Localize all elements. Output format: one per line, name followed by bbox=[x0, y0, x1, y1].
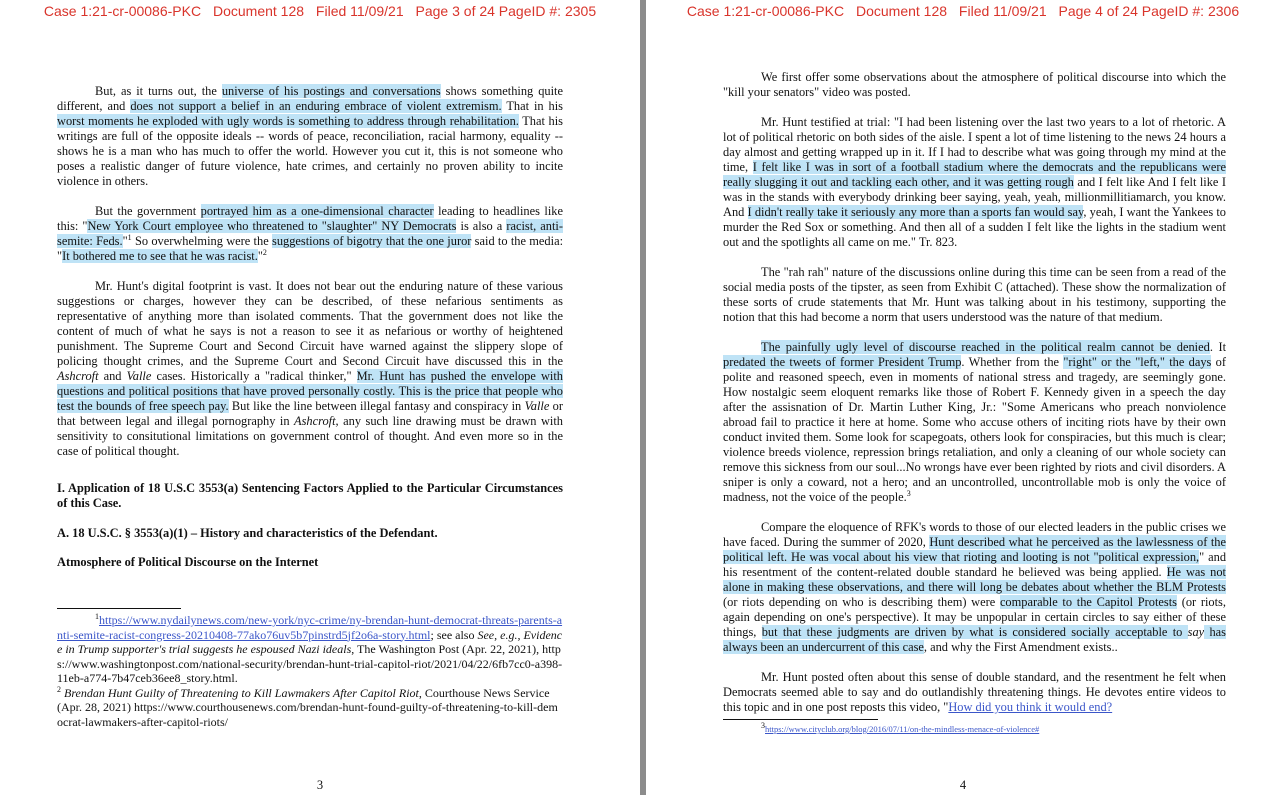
filed-date: Filed 11/09/21 bbox=[315, 3, 404, 19]
highlight: portrayed him as a one-dimensional character bbox=[200, 204, 434, 218]
filed-date: Filed 11/09/21 bbox=[958, 3, 1047, 19]
page-header bbox=[0, 3, 640, 19]
section-heading: I. Application of 18 U.S.C 3553(a) Sentencing Factors Applied to the Particular Circumstances of this Case. bbox=[57, 481, 563, 510]
highlight: Mr. Hunt has pushed the envelope with questions and political positions that have proved personally costly. This is the price that people who test the bounds of free speech pay. bbox=[57, 369, 563, 413]
subsection-heading: A. 18 U.S.C. § 3553(a)(1) – History and characteristics of the Defendant. bbox=[57, 526, 438, 540]
highlight: It bothered me to see that he was racist. bbox=[62, 249, 258, 263]
highlight: "right" or the "left," the days bbox=[1063, 355, 1212, 369]
topic-heading: Atmosphere of Political Discourse on the Internet bbox=[57, 555, 319, 569]
footnote-ref[interactable]: 3 bbox=[906, 488, 911, 498]
highlight: but that these judgments are driven by what is considered socially acceptable to bbox=[761, 625, 1188, 639]
paragraph: We first offer some observations about the atmosphere of political discourse into which the "kill your senators" video was posted. bbox=[723, 70, 1226, 99]
paragraph: The "rah rah" nature of the discussions online during this time can be seen from a read of the social media posts of the tipster, as seen from Exhibit C (attached). These show the normalization of these sorts of crude statements that Mr. Hunt was talking about in his testimony, supporting the notion that this had become a norm that users understood was the nature of that medium. bbox=[723, 265, 1226, 324]
page-id: Page 4 of 24 PageID #: 2306 bbox=[1058, 3, 1240, 19]
highlight: He was not alone in making these observations, and there will long be debates about whether the BLM Protests bbox=[723, 565, 1227, 594]
document-page-4 bbox=[646, 0, 1280, 795]
footnote-2: $^2$ Brendan Hunt Guilty of Threatening to Kill Lawmakers After Capitol Riot, Courthouse News Service (Apr. 28, 2021) https://www.courthousenews.com/brendan-hunt-found-guilty-of-threatening-to-kill-democrat-lawmakers-after-capitol-riots/ bbox=[57, 684, 558, 729]
paragraph: Mr. Hunt's digital footprint is vast. It does not bear out the enduring nature of these various suggestions or charges, however they can be described, of these nefarious sentiments as representative of anything more than isolated comments. That the government does not like the content of much of what he says is not a reason to see it as nefarious or worthy of heightened punishment. The Supreme Court and Second Circuit have warned against the slippery slope of policing thought crimes, and the Supreme Court and Second Circuit have discussed this in the Ashcroft and Valle cases. Historically a "radical thinker," Mr. Hunt has pushed the envelope with questions and political positions that have proved personally costly. This is the price that people who test the bounds of free speech pay. But like the line between illegal fantasy and conspiracy in Valle or that between legal and illegal pornography in Ashcroft, any such line drawing must be drawn with sensitivity to consitutional limitations on government control of thought. And even more so in the case of political thought. bbox=[57, 279, 563, 458]
highlight: worst moments he exploded with ugly words is something to address through rehabilitation. bbox=[57, 114, 519, 128]
page-body bbox=[723, 70, 1226, 735]
case-number: Case 1:21-cr-00086-PKC bbox=[686, 3, 845, 19]
highlight: suggestions of bigotry that the one juror bbox=[272, 234, 472, 248]
paragraph: Mr. Hunt testified at trial: "I had been listening over the last two years to a lot of rhetoric. A lot of political rhetoric on both sides of the aisle. I spent a lot of time listening to the news 24 hours a day almost and getting wrapped up in it. If I had to describe what was going through my mind at the time, I felt like I was in sort of a football stadium where the democrats and the republicans were really slugging it out and tackling each other, and it was getting rough and I felt like And I felt like I was in the stands with everybody drinking beer saying, yeah, yeah, millionmillitiamarch, you know. And I didn't really take it seriously any more than a sports fan would say, yeah, I want the Yankees to murder the Red Sox or something. And then all of a sudden I felt like the lights in the stadium went out and the spotlights all came on me." Tr. 823. bbox=[723, 115, 1227, 249]
document-number: Document 128 bbox=[212, 3, 305, 19]
footnotes bbox=[57, 613, 563, 729]
highlight: I felt like I was in sort of a football stadium where the democrats and the republicans were really slugging it out and tackling each other, and it was getting rough bbox=[723, 160, 1226, 189]
page-body bbox=[57, 84, 563, 729]
highlight: universe of his postings and conversations bbox=[221, 84, 441, 98]
footnote-link[interactable]: https://www.nydailynews.com/new-york/nyc-crime/ny-brendan-hunt-democrat-threats-parents-anti-semite-racist-congress-20210408-77ako76uv5b7pinstrd5jf2o6a-story.html bbox=[57, 613, 563, 642]
page-header bbox=[646, 3, 1280, 19]
footnote-ref[interactable]: 2 bbox=[262, 247, 267, 257]
page-id: Page 3 of 24 PageID #: 2305 bbox=[415, 3, 597, 19]
highlight: I didn't really take it seriously any more than a sports fan would say bbox=[747, 205, 1084, 219]
video-link[interactable]: How did you think it would end? bbox=[948, 700, 1113, 714]
page-number: 4 bbox=[959, 778, 967, 792]
highlight: Hunt described what he perceived as the lawlessness of the political left. He was vocal about his view that rioting and looting is not "political expression, bbox=[723, 535, 1226, 564]
footnote-ref[interactable]: 1 bbox=[127, 232, 132, 242]
case-number: Case 1:21-cr-00086-PKC bbox=[43, 3, 202, 19]
footnote-divider bbox=[57, 608, 181, 609]
page-number: 3 bbox=[316, 778, 324, 792]
highlight: has always been an undercurrent of this case bbox=[723, 625, 1226, 654]
footnote-link[interactable]: https://www.cityclub.org/blog/2016/07/11/on-the-mindless-menace-of-violence# bbox=[765, 724, 1040, 734]
highlight: New York Court employee who threatened to "slaughter" NY Democrats bbox=[87, 219, 457, 233]
paragraph: Compare the eloquence of RFK's words to those of our elected leaders in the public crises we have faced. During the summer of 2020, Hunt described what he perceived as the lawlessness of the political left. He was vocal about his view that rioting and looting is not "political expression," and his resentment of the content-related double standard he believed was being applied. He was not alone in making these observations, and there will long be debates about whether the BLM Protests (or riots depending on who is describing them) were comparable to the Capitol Protests (or riots, again depending on one's perspective). It may be unpopular in certain circles to say either of these things, but that these judgments are driven by what is considered socially acceptable to say has always been an undercurrent of this case, and why the First Amendment exists.. bbox=[723, 520, 1227, 654]
highlight: racist, anti-semite: Feds. bbox=[57, 219, 563, 248]
footnote-3: $^3$https://www.cityclub.org/blog/2016/07/11/on-the-mindless-menace-of-violence# bbox=[761, 721, 1040, 734]
paragraph: Mr. Hunt posted often about this sense of double standard, and the resentment he felt when Democrats seemed able to say and do outlandishly threatening things. He devotes entire videos to this topic and in one post reposts this video, "How did you think it would end? bbox=[723, 670, 1226, 714]
highlight: The painfully ugly level of discourse reached in the political realm cannot be denied bbox=[761, 340, 1210, 354]
highlight: predated the tweets of former President Trump bbox=[723, 355, 962, 369]
highlight: comparable to the Capitol Protests bbox=[999, 595, 1178, 609]
paragraph: But the government portrayed him as a one-dimensional character leading to headlines like this: "New York Court employee who threatened to "slaughter" NY Democrats is also a racist, anti-semite: Feds."$^1$ So overwhelming were the suggestions of bigotry that the one juror said to the media: "It bothered me to see that he was racist."$^2$ bbox=[57, 204, 564, 263]
footnote-1: $^1$https://www.nydailynews.com/new-york/nyc-crime/ny-brendan-hunt-democrat-threats-parents-anti-semite-racist-congress-20210408-77ako76uv5b7pinstrd5jf2o6a-story.html; see also See, e.g., Evidence in Trump supporter's trial suggests he espoused Nazi ideals, The Washington Post (Apr. 22, 2021), https://www.washingtonpost.com/national-security/brendan-hunt-trial-capitol-riot/2021/04/22/6fb7cc0-a398-11eb-a774-7b47ceb36ee8_story.html. bbox=[57, 612, 563, 685]
footnote-divider bbox=[723, 719, 878, 720]
document-number: Document 128 bbox=[855, 3, 948, 19]
highlight: does not support a belief in an enduring embrace of violent extremism. bbox=[130, 99, 502, 113]
paragraph: The painfully ugly level of discourse reached in the political realm cannot be denied. It predated the tweets of former President Trump. Whether from the "right" or the "left," the days of polite and reasoned speech, even in moments of national stress and tragedy, are seemingly gone. How nostalgic seem eloquent remarks like those of Robert F. Kennedy given in a speech the day after the assisnation of Dr. Martin Luther King, Jr.: "Some Americans who preach nonviolence abroad fail to practice it here at home. Some who accuse others of inciting riots have by their own conduct invited them. Some look for scapegoats, others look for conspiracies, but this much is clear; violence breeds violence, repression brings retaliation, and only a cleaning of our whole society can remove this sickness from our soul...No wrongs have ever been righted by riots and civil disorders. A sniper is only a coward, not a hero; and an uncontrolled, uncontrollable mob is only the voice of madness, not the voice of the people.$^3$ bbox=[723, 340, 1227, 504]
paragraph: But, as it turns out, the universe of his postings and conversations shows something quite different, and does not support a belief in an enduring embrace of violent extremism. That in his worst moments he exploded with ugly words is something to address through rehabilitation. That his writings are full of the opposite ideals -- words of peace, reconciliation, racial harmony, equality -- shows he is a man who has much to offer the world. However you cut it, this is not someone who poses a realistic danger of future violence, hate crimes, and certainly no proven ability to incite violence in others. bbox=[57, 84, 564, 188]
